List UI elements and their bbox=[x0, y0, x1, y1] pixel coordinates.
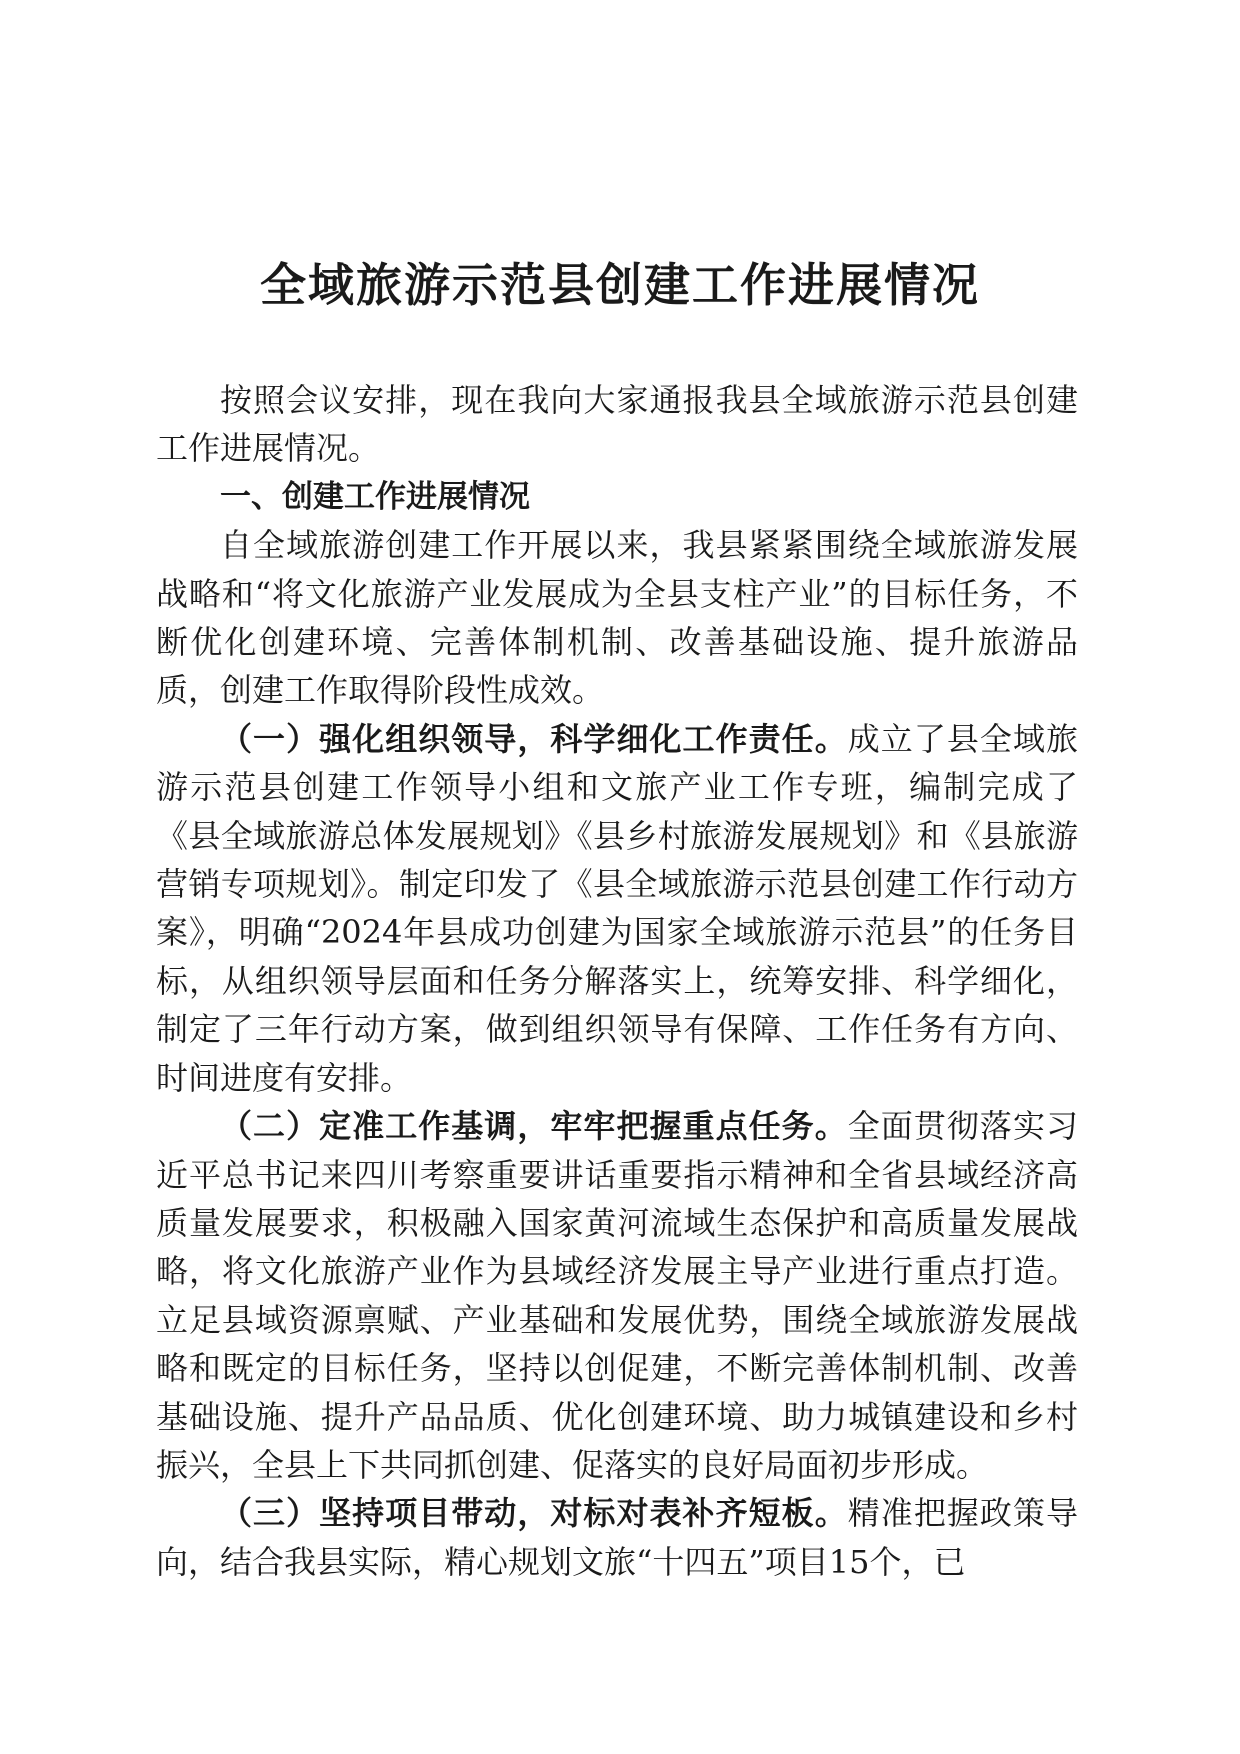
item-lead-2: （二）定准工作基调，牢牢把握重点任务。 bbox=[220, 1107, 848, 1146]
document-body bbox=[156, 376, 1078, 1586]
item-text-1: 成立了县全域旅游示范县创建工作领导小组和文旅产业工作专班，编制完成了《县全域旅游总体发展规划》《县乡村旅游发展规划》和《县旅游营销专项规划》。制定印发了《县全域旅游示范县创建工作行动方案》，明确“2024年县成功创建为国家全域旅游示范县”的任务目标，从组织领导层面和任务分解落实上，统筹安排、科学细化，制定了三年行动方案，做到组织领导有保障、工作任务有方向、时间进度有安排。 bbox=[156, 719, 1078, 1097]
item-lead-3: （三）坚持项目带动，对标对表补齐短板。 bbox=[220, 1494, 848, 1533]
section-heading: 一、创建工作进展情况 bbox=[220, 478, 530, 515]
item-paragraph-1 bbox=[156, 715, 1078, 1102]
section-intro-paragraph: 自全域旅游创建工作开展以来，我县紧紧围绕全域旅游发展战略和“将文化旅游产业发展成为全县支柱产业”的目标任务，不断优化创建环境、完善体制机制、改善基础设施、提升旅游品质，创建工作取得阶段性成效。 bbox=[156, 526, 1078, 710]
item-text-3: 精准把握政策导向，结合我县实际，精心规划文旅“十四五”项目15个，已 bbox=[156, 1494, 1078, 1581]
item-paragraph-3 bbox=[156, 1489, 1078, 1586]
intro-paragraph: 按照会议安排，现在我向大家通报我县全域旅游示范县创建工作进展情况。 bbox=[156, 381, 1078, 468]
item-text-2: 全面贯彻落实习近平总书记来四川考察重要讲话重要指示精神和全省县域经济高质量发展要求，积极融入国家黄河流域生态保护和高质量发展战略，将文化旅游产业作为县域经济发展主导产业进行重点打造。立足县域资源禀赋、产业基础和发展优势，围绕全域旅游发展战略和既定的目标任务，坚持以创促建，不断完善体制机制、改善基础设施、提升产品品质、优化创建环境、助力城镇建设和乡村振兴，全县上下共同抓创建、促落实的良好局面初步形成。 bbox=[156, 1107, 1078, 1484]
item-lead-1: （一）强化组织领导，科学细化工作责任。 bbox=[220, 719, 848, 758]
item-paragraph-2 bbox=[156, 1102, 1078, 1489]
document-title: 全域旅游示范县创建工作进展情况 bbox=[260, 258, 980, 312]
